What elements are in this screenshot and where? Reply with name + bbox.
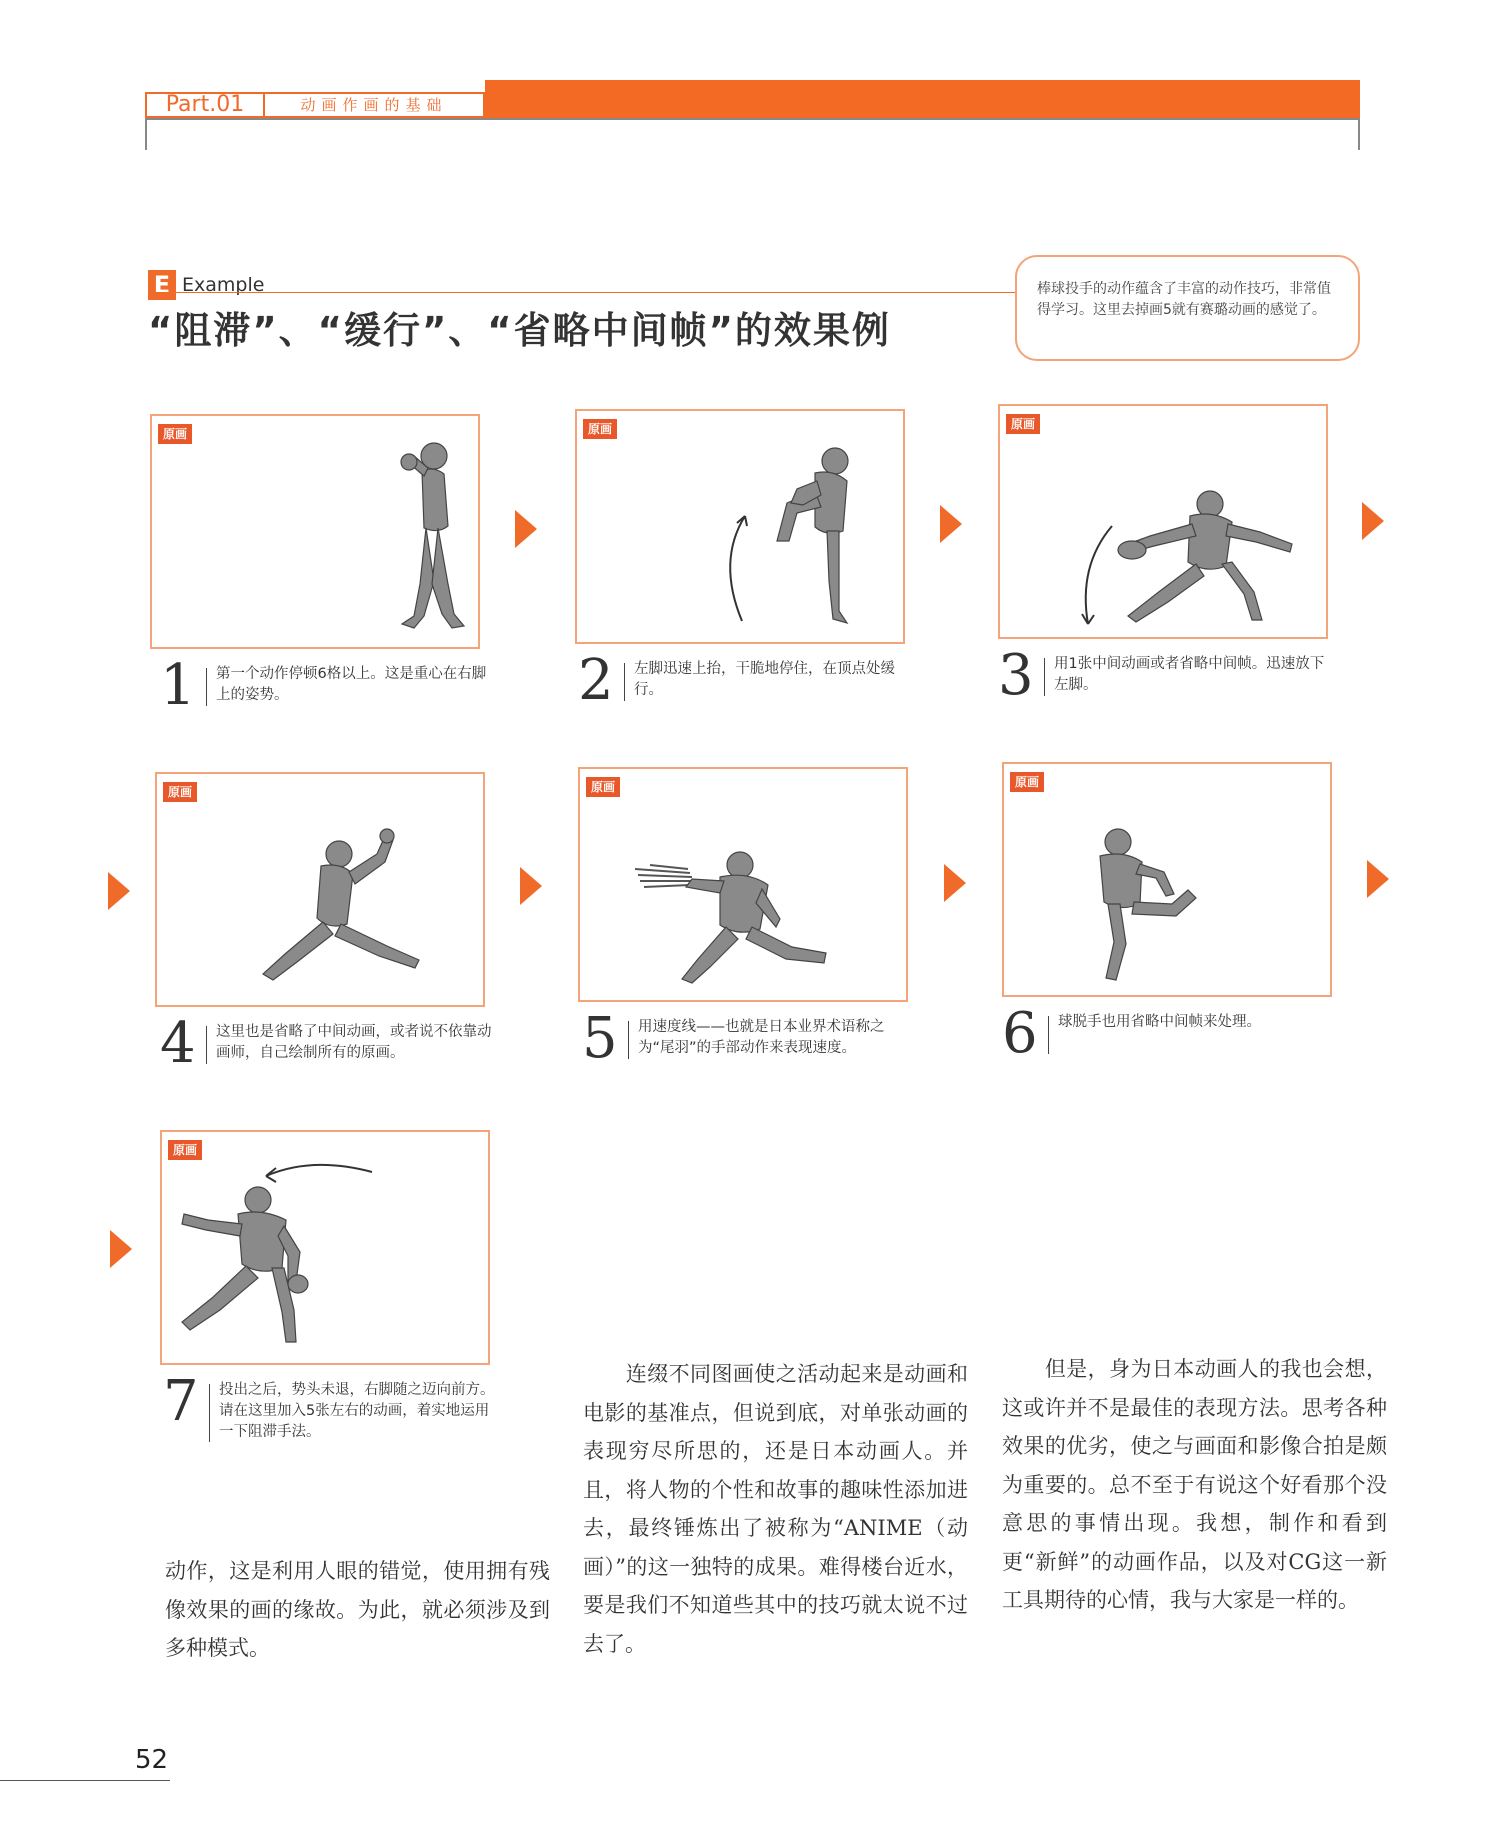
caption-divider xyxy=(206,1026,207,1064)
frame-3 xyxy=(998,404,1328,639)
body-column-2: 连缀不同图画使之活动起来是动画和电影的基准点，但说到底，对单张动画的表现穷尽所思的，还是日本动画人。并且，将人物的个性和故事的趣味性添加进去，最终锤炼出了被称为“ANIME（动画）”的这一独特的成果。难得楼台近水，要是我们不知道些其中的技巧就太说不过去了。 xyxy=(583,1362,968,1656)
page-title: “阻滞”、“缓行”、“省略中间帧”的效果例 xyxy=(148,309,891,352)
frame-number: 7 xyxy=(163,1369,199,1434)
caption-text: 用速度线——也就是日本业界术语称之为“尾羽”的手部动作来表现速度。 xyxy=(638,1019,885,1056)
caption-2 xyxy=(578,648,918,715)
caption-5 xyxy=(582,1006,922,1073)
caption-divider xyxy=(1048,1016,1049,1054)
pitcher-figure-3 xyxy=(1000,406,1326,637)
side-note: 棒球投手的动作蕴含了丰富的动作技巧，非常值得学习。这里去掉画5就有赛璐动画的感觉了。 xyxy=(1015,255,1360,361)
frame-4 xyxy=(155,772,485,1007)
caption-divider xyxy=(624,663,625,701)
next-arrow-icon xyxy=(940,505,962,543)
next-arrow-icon xyxy=(1362,502,1384,540)
caption-4 xyxy=(160,1011,500,1078)
pitcher-figure-5 xyxy=(580,769,906,1000)
caption-text: 球脱手也用省略中间帧来处理。 xyxy=(1058,1014,1261,1030)
pitcher-figure-7 xyxy=(162,1132,488,1363)
caption-3 xyxy=(998,643,1338,710)
header-accent-bar xyxy=(485,80,1360,118)
caption-1 xyxy=(160,653,500,720)
body-column-1: 动作，这是利用人眼的错觉，使用拥有残像效果的画的缘故。为此，就必须涉及到多种模式。 xyxy=(165,1559,550,1660)
example-label: Example xyxy=(182,274,265,296)
frame-number: 2 xyxy=(578,648,614,713)
caption-text: 这里也是省略了中间动画，或者说不依靠动画师，自己绘制所有的原画。 xyxy=(216,1024,492,1061)
frame-tag: 原画 xyxy=(1010,772,1044,792)
caption-divider xyxy=(209,1384,210,1442)
frame-number: 6 xyxy=(1002,1001,1038,1066)
frame-number: 1 xyxy=(160,653,196,718)
next-arrow-icon xyxy=(515,510,537,548)
next-arrow-icon xyxy=(1367,860,1389,898)
page-number: 52 xyxy=(135,1745,169,1775)
caption-7 xyxy=(163,1369,503,1440)
frame-number: 3 xyxy=(998,643,1034,708)
header-frame-line xyxy=(145,118,1360,150)
caption-divider xyxy=(1044,658,1045,696)
frame-5 xyxy=(578,767,908,1002)
pitcher-figure-1 xyxy=(152,416,478,647)
caption-divider xyxy=(206,668,207,706)
caption-text: 左脚迅速上抬，干脆地停住，在顶点处缓行。 xyxy=(634,661,895,698)
example-badge: E xyxy=(148,270,176,300)
pitcher-figure-2 xyxy=(577,411,903,642)
frame-number: 5 xyxy=(582,1006,618,1071)
pitcher-figure-6 xyxy=(1004,764,1330,995)
frame-tag: 原画 xyxy=(158,424,192,444)
next-arrow-icon xyxy=(108,872,130,910)
frame-tag: 原画 xyxy=(586,777,620,797)
chapter-label: 动画作画的基础 xyxy=(265,92,485,118)
frame-number: 4 xyxy=(160,1011,196,1076)
frame-tag: 原画 xyxy=(168,1140,202,1160)
chapter-header xyxy=(145,80,1360,118)
next-arrow-icon xyxy=(520,867,542,905)
pitcher-figure-4 xyxy=(157,774,483,1005)
frame-tag: 原画 xyxy=(1006,414,1040,434)
frame-6 xyxy=(1002,762,1332,997)
frame-1 xyxy=(150,414,480,649)
body-column-3: 但是，身为日本动画人的我也会想，这或许并不是最佳的表现方法。思考各种效果的优劣，使之与画面和影像合拍是颇为重要的。总不至于有说这个好看那个没意思的事情出现。我想，制作和看到更“新鲜”的动画作品，以及对CG这一新工具期待的心情，我与大家是一样的。 xyxy=(1002,1357,1387,1612)
frame-tag: 原画 xyxy=(583,419,617,439)
next-arrow-icon xyxy=(110,1230,132,1268)
caption-text: 投出之后，势头未退，右脚随之迈向前方。请在这里加入5张左右的动画，着实地运用一下阻滞手法。 xyxy=(219,1382,495,1440)
part-label: Part.01 xyxy=(145,92,265,118)
frame-2 xyxy=(575,409,905,644)
frame-tag: 原画 xyxy=(163,782,197,802)
frame-7 xyxy=(160,1130,490,1365)
caption-6 xyxy=(1002,1001,1342,1068)
caption-text: 第一个动作停顿6格以上。这是重心在右脚上的姿势。 xyxy=(216,666,487,703)
next-arrow-icon xyxy=(944,864,966,902)
caption-divider xyxy=(628,1021,629,1059)
title-rule xyxy=(148,292,1018,293)
page-number-rule xyxy=(0,1780,170,1781)
caption-text: 用1张中间动画或者省略中间帧。迅速放下左脚。 xyxy=(1054,656,1325,693)
